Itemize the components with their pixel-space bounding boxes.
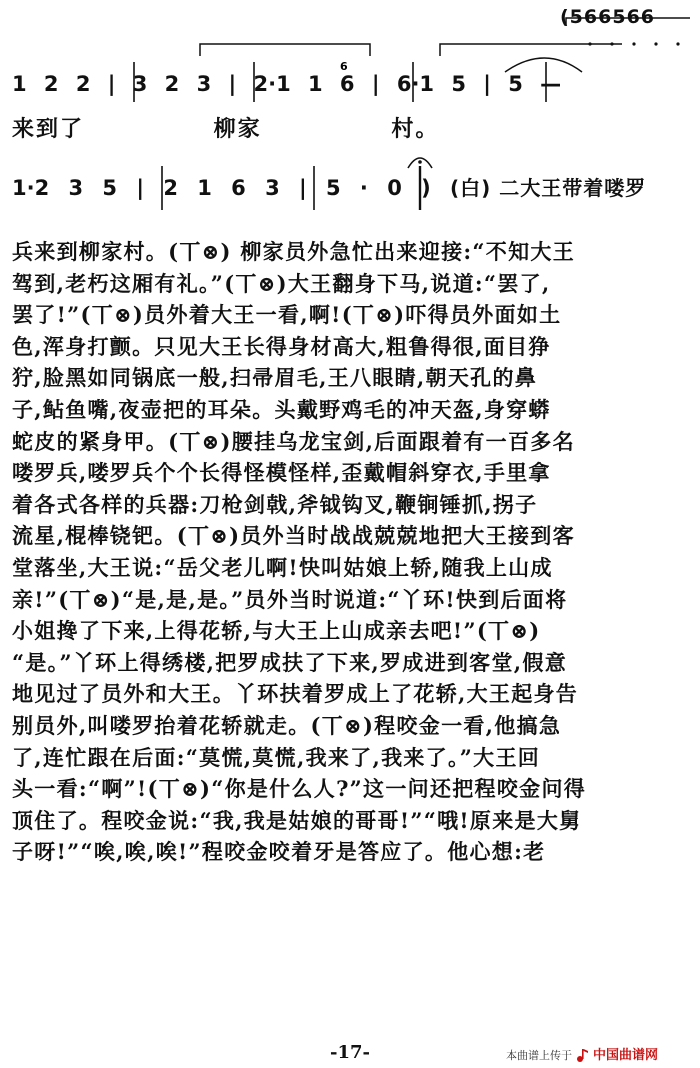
text-line: 顶住了。程咬金说:“我,我是姑娘的哥哥!”“哦!原来是大舅 <box>12 807 582 833</box>
continuation-notes: (566566 <box>560 6 656 28</box>
spoken-cue: (白) 二大王带着喽罗 <box>450 176 647 200</box>
text-line: 喽罗兵,喽罗兵个个长得怪模怪样,歪戴帽斜穿衣,手里拿 <box>12 460 551 486</box>
text-line: 别员外,叫喽罗抬着花轿就走。(丅⊗)程咬金一看,他搞急 <box>12 712 562 738</box>
watermark-prefix: 本曲谱上传于 <box>506 1049 572 1062</box>
notation-row-2 <box>12 170 692 206</box>
text-line: 子,鲇鱼嘴,夜壶把的耳朵。头戴野鸡毛的冲天盔,身穿蟒 <box>12 396 551 422</box>
text-line: 兵来到柳家村。(丅⊗) 柳家员外急忙出来迎接:“不知大王 <box>12 239 576 264</box>
slur-bracket-2 <box>440 44 622 56</box>
text-line: 色,浑身打颤。只见大王长得身材高大,粗鲁得很,面目狰 <box>12 333 551 359</box>
text-line: 小姐搀了下来,上得花轿,与大王上山成亲去吧!”(丅⊗) <box>12 618 541 644</box>
text-line: 蛇皮的紧身甲。(丅⊗)腰挂乌龙宝剑,后面跟着有一百多名 <box>12 428 575 454</box>
text-line: 了,连忙跟在后面:“莫慌,莫慌,我来了,我来了。”大王回 <box>12 744 541 770</box>
notation-block <box>0 0 700 230</box>
narration-text <box>12 236 692 868</box>
text-line: 驾到,老朽这厢有礼。”(丅⊗)大王翻身下马,说道:“罢了, <box>12 270 551 296</box>
text-line: 地见过了员外和大王。丫环扶着罗成上了花轿,大王起身告 <box>12 681 579 707</box>
music-note-icon <box>576 1048 590 1065</box>
watermark-brand: 中国曲谱网 <box>593 1048 659 1063</box>
text-line: 流星,棍棒铙钯。(丅⊗)员外当时战战兢兢地把大王接到客 <box>12 523 575 549</box>
text-line: 头一看:“啊”!(丅⊗)“你是什么人?”这一问还把程咬金问得 <box>12 776 587 802</box>
site-watermark <box>506 1044 658 1065</box>
grace-note: 6 <box>340 60 348 73</box>
text-line: 狞,脸黑如同锅底一般,扫帚眉毛,王八眼睛,朝天孔的鼻 <box>12 365 538 391</box>
text-line: 亲!”(丅⊗)“是,是,是。”员外当时说道:“丫环!快到后面将 <box>12 586 568 612</box>
slur-bracket-1 <box>200 44 370 56</box>
text-line: 堂落坐,大王说:“岳父老儿啊!快叫姑娘上轿,随我上山成 <box>12 554 553 580</box>
text-line: “是。”丫环上得绣楼,把罗成扶了下来,罗成进到客堂,假意 <box>12 649 567 675</box>
text-line: 子呀!”“唉,唉,唉!”程咬金咬着牙是答应了。他心想:老 <box>12 839 546 865</box>
page-number: -17- <box>330 1042 370 1063</box>
text-line: 着各式各样的兵器:刀枪剑戟,斧钺钩叉,鞭锏锤抓,拐子 <box>12 491 538 517</box>
lyrics-row-1: 来到了 柳家 村。 <box>12 117 440 142</box>
notes-row-2: 1·2 3 5 | 2 1 6 3 | 5 · 0 ) <box>12 176 431 200</box>
text-line: 罢了!”(丅⊗)员外着大王一看,啊!(丅⊗)吓得员外面如土 <box>12 302 562 328</box>
notation-row-1: 1 2 2 | 3 2 3 | 2·1 1 6 | 6·1 5 | 5 — <box>12 72 562 96</box>
